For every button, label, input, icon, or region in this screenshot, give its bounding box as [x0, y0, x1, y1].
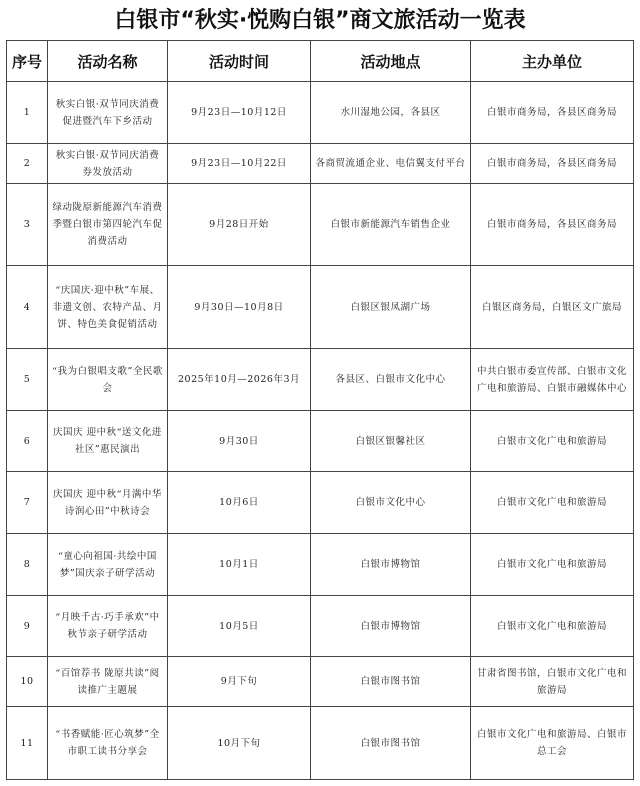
row-activity-place: 各县区、白银市文化中心 — [311, 349, 471, 411]
row-activity-time: 2025年10月—2026年3月 — [168, 349, 311, 411]
row-activity-place: 白银市图书馆 — [311, 707, 471, 780]
row-activity-place: 各商贸流通企业、电信翼支付平台 — [311, 144, 471, 184]
row-activity-time: 10月下旬 — [168, 707, 311, 780]
row-number: 7 — [7, 472, 48, 534]
row-activity-time: 10月6日 — [168, 472, 311, 534]
table-row — [7, 534, 634, 596]
row-activity-name: “月映千古·巧手承欢”中秋节亲子研学活动 — [48, 596, 168, 657]
row-activity-place: 白银市博物馆 — [311, 534, 471, 596]
row-host-unit: 中共白银市委宣传部、白银市文化广电和旅游局、白银市融媒体中心 — [471, 349, 634, 411]
table-row — [7, 349, 634, 411]
row-activity-time: 10月1日 — [168, 534, 311, 596]
header-activity-name: 活动名称 — [48, 41, 168, 82]
row-host-unit: 白银区商务局，白银区文广旅局 — [471, 266, 634, 349]
table-row — [7, 82, 634, 144]
row-activity-name: 秋实白银·双节同庆消费促进暨汽车下乡活动 — [48, 82, 168, 144]
row-activity-name: “童心向祖国·共绘中国梦”国庆亲子研学活动 — [48, 534, 168, 596]
activity-table — [6, 40, 634, 780]
table-row — [7, 266, 634, 349]
row-activity-place: 白银市图书馆 — [311, 657, 471, 707]
table-row — [7, 596, 634, 657]
row-host-unit: 白银市文化广电和旅游局 — [471, 596, 634, 657]
row-host-unit: 白银市文化广电和旅游局 — [471, 534, 634, 596]
row-activity-name: 庆国庆 迎中秋“月满中华 诗润心田”中秋诗会 — [48, 472, 168, 534]
row-host-unit: 白银市商务局，各县区商务局 — [471, 184, 634, 266]
table-row — [7, 707, 634, 780]
row-host-unit: 甘肃省图书馆，白银市文化广电和旅游局 — [471, 657, 634, 707]
row-activity-time: 9月23日—10月22日 — [168, 144, 311, 184]
row-activity-name: “庆国庆·迎中秋”车展、非遗文创、农特产品、月饼、特色美食促销活动 — [48, 266, 168, 349]
row-number: 4 — [7, 266, 48, 349]
table-row — [7, 472, 634, 534]
row-activity-name: “百馆荐书 陇原共读”阅读推广主题展 — [48, 657, 168, 707]
row-number: 6 — [7, 411, 48, 472]
row-activity-place: 白银市文化中心 — [311, 472, 471, 534]
row-activity-time: 10月5日 — [168, 596, 311, 657]
row-activity-place: 白银市博物馆 — [311, 596, 471, 657]
row-host-unit: 白银市文化广电和旅游局、白银市总工会 — [471, 707, 634, 780]
header-activity-place: 活动地点 — [311, 41, 471, 82]
row-activity-time: 9月下旬 — [168, 657, 311, 707]
row-activity-name: “我为白银唱支歌”全民歌会 — [48, 349, 168, 411]
header-host-unit: 主办单位 — [471, 41, 634, 82]
row-number: 2 — [7, 144, 48, 184]
row-activity-place: 白银区银馨社区 — [311, 411, 471, 472]
row-activity-name: “书香赋能·匠心筑梦”全市职工读书分享会 — [48, 707, 168, 780]
row-activity-place: 水川湿地公园，各县区 — [311, 82, 471, 144]
header-activity-time: 活动时间 — [168, 41, 311, 82]
row-number: 11 — [7, 707, 48, 780]
document-title: 白银市“秋实·悦购白银”商文旅活动一览表 — [114, 8, 526, 33]
row-number: 3 — [7, 184, 48, 266]
table-row — [7, 184, 634, 266]
row-activity-name: 秋实白银·双节同庆消费券发放活动 — [48, 144, 168, 184]
row-activity-name: 绿动陇原新能源汽车消费季暨白银市第四轮汽车促消费活动 — [48, 184, 168, 266]
row-host-unit: 白银市商务局，各县区商务局 — [471, 144, 634, 184]
row-activity-name: 庆国庆 迎中秋“送文化进社区”惠民演出 — [48, 411, 168, 472]
row-activity-time: 9月28日开始 — [168, 184, 311, 266]
row-activity-place: 白银区银凤湖广场 — [311, 266, 471, 349]
row-activity-time: 9月30日—10月8日 — [168, 266, 311, 349]
row-number: 9 — [7, 596, 48, 657]
row-host-unit: 白银市商务局，各县区商务局 — [471, 82, 634, 144]
row-activity-time: 9月30日 — [168, 411, 311, 472]
table-header-row — [7, 41, 634, 82]
table-row — [7, 411, 634, 472]
row-activity-place: 白银市新能源汽车销售企业 — [311, 184, 471, 266]
header-number: 序号 — [7, 41, 48, 82]
table-row — [7, 144, 634, 184]
row-number: 10 — [7, 657, 48, 707]
row-number: 5 — [7, 349, 48, 411]
row-activity-time: 9月23日—10月12日 — [168, 82, 311, 144]
row-number: 1 — [7, 82, 48, 144]
row-number: 8 — [7, 534, 48, 596]
table-row — [7, 657, 634, 707]
row-host-unit: 白银市文化广电和旅游局 — [471, 472, 634, 534]
row-host-unit: 白银市文化广电和旅游局 — [471, 411, 634, 472]
